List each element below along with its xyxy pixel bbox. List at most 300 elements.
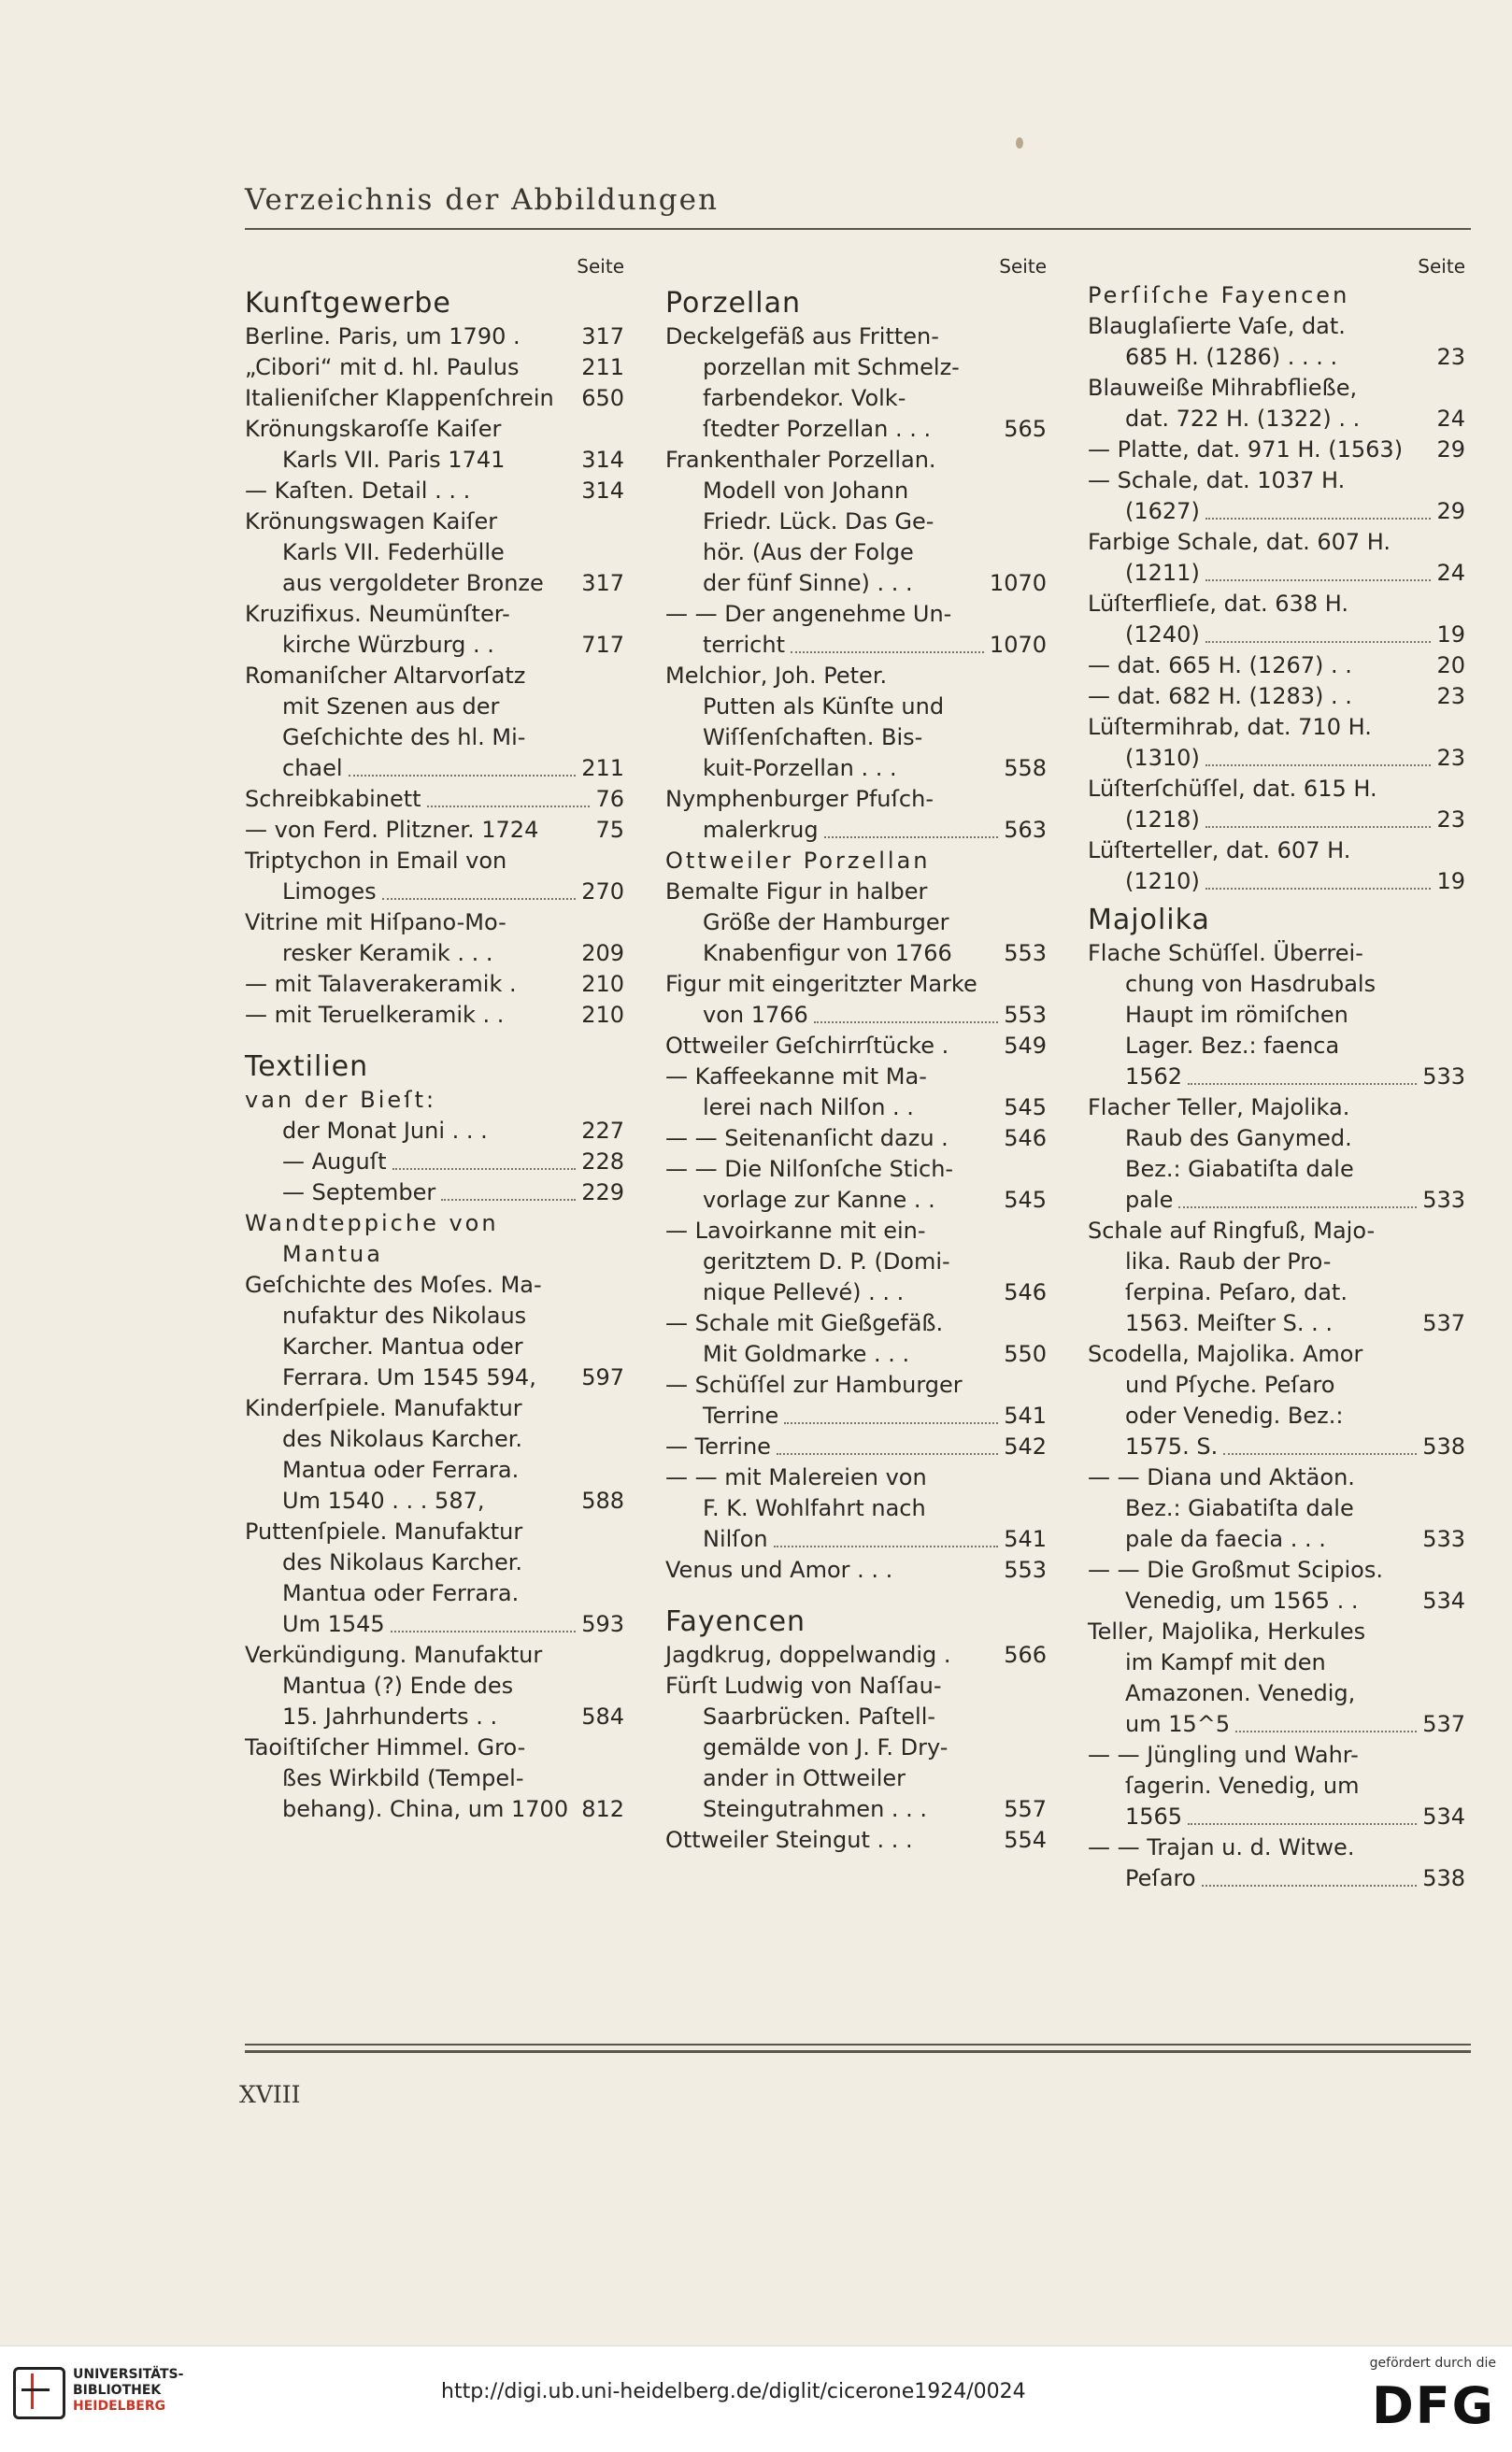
- entry-line: Vitrine mit Hiſpano-Mo-: [245, 909, 506, 935]
- entry-text: Triptychon in Email von: [245, 848, 507, 874]
- institution-name: [73, 2367, 183, 2415]
- page-ref: 270: [581, 878, 624, 905]
- entry-text: kirche Würzburg . .: [282, 632, 494, 658]
- index-entry: [665, 414, 1047, 445]
- page-ref: 211: [581, 354, 624, 380]
- page-ref: 211: [581, 755, 624, 781]
- page-ref: 533: [1422, 1526, 1465, 1552]
- index-entry: [245, 1147, 624, 1177]
- page-ref: 29: [1436, 498, 1465, 524]
- page-ref: 553: [1004, 940, 1047, 966]
- entry-line: farbendekor. Volk-: [703, 385, 906, 411]
- page-ref: 1070: [989, 632, 1047, 658]
- dot-leader: [441, 1199, 576, 1201]
- dfg-logo: DFG: [1371, 2376, 1495, 2435]
- entry-line: Friedr. Lück. Das Ge-: [703, 508, 934, 535]
- index-entry: [245, 846, 624, 877]
- page-ref: 210: [581, 1002, 624, 1028]
- entry-line: Scodella, Majolika. Amor: [1088, 1341, 1363, 1367]
- dot-leader: [814, 1021, 998, 1023]
- entry-line: Putten als Künſte und: [703, 693, 945, 720]
- entry-line: — — mit Malereien von: [665, 1464, 927, 1490]
- index-entry: [1088, 496, 1465, 527]
- entry-line: — Kaffeekanne mit Ma-: [665, 1063, 927, 1090]
- page-ref: 553: [1004, 1002, 1047, 1028]
- entry-line: und Pſyche. Peſaro: [1125, 1372, 1335, 1398]
- index-entry: [1088, 620, 1465, 650]
- footer-rule: [245, 2044, 1471, 2046]
- index-column-2: [665, 252, 1047, 1856]
- entry-text: Steingutrahmen . . .: [703, 1796, 928, 1822]
- section-heading: Fayencen: [665, 1605, 806, 1638]
- entry-line: Karls VII. Federhülle: [282, 539, 505, 565]
- page-ref: 1070: [989, 570, 1047, 596]
- page-ref: 553: [1004, 1557, 1047, 1583]
- entry-line: — Schale mit Gießgefäß.: [665, 1310, 944, 1336]
- index-entry: [665, 938, 1047, 969]
- index-column-1: [245, 252, 624, 1825]
- section-gap: [665, 1586, 1047, 1599]
- entry-text: Ottweiler Steingut . . .: [665, 1827, 913, 1853]
- entry-line: nufaktur des Nikolaus: [282, 1303, 527, 1329]
- entry-text: resker Keramik . . .: [282, 940, 493, 966]
- index-entry: [665, 1555, 1047, 1586]
- index-entry: [245, 1000, 624, 1031]
- entry-text: — — Seitenanſicht dazu .: [665, 1125, 949, 1151]
- page-ref: 558: [1004, 755, 1047, 781]
- section-heading: Kunſtgewerbe: [245, 287, 451, 320]
- entry-line: — — Der angenehme Un-: [665, 601, 952, 627]
- entry-line: Schale auf Ringfuß, Majo-: [1088, 1218, 1376, 1244]
- index-entry: [1088, 404, 1465, 435]
- index-column-3: [1088, 252, 1465, 1894]
- entry-line: ßes Wirkbild (Tempel-: [282, 1765, 524, 1791]
- subsection-heading: Mantua: [282, 1241, 383, 1267]
- entry-line: ſagerin. Venedig, um: [1125, 1773, 1360, 1799]
- index-entry: [1088, 1586, 1465, 1617]
- index-entry: [665, 1277, 1047, 1308]
- page-ref: 546: [1004, 1125, 1047, 1151]
- entry-text: Venus und Amor . . .: [665, 1557, 893, 1583]
- index-entry: [1088, 805, 1465, 835]
- page-ref: 650: [581, 385, 624, 411]
- header-rule: [245, 228, 1471, 230]
- index-entry: [1088, 1863, 1465, 1894]
- entry-line: Lüſterteller, dat. 607 H.: [1088, 837, 1351, 863]
- entry-text: lerei nach Nilſon . .: [703, 1094, 914, 1120]
- entry-line: Lager. Bez.: faenca: [1125, 1033, 1340, 1059]
- page-ref: 565: [1004, 416, 1047, 442]
- entry-line: Modell von Johann: [703, 478, 909, 504]
- entry-line: — — Die Nilſonſche Stich-: [665, 1156, 954, 1182]
- page-ref: 314: [581, 447, 624, 473]
- page-ref: 546: [1004, 1279, 1047, 1305]
- index-entry: [1088, 1185, 1465, 1216]
- index-entry: [245, 1116, 624, 1147]
- index-entry: [665, 1185, 1047, 1216]
- entry-text: vorlage zur Kanne . .: [703, 1187, 935, 1213]
- entry-line: Geſchichte des hl. Mi-: [282, 724, 526, 750]
- entry-line: Blauweiße Mihrabfließe,: [1088, 375, 1358, 401]
- seite-header: Seite: [999, 255, 1047, 278]
- entry-text: 1565: [1125, 1803, 1183, 1830]
- entry-text: Italieniſcher Klappenſchrein: [245, 385, 554, 411]
- entry-line: hör. (Aus der Folge: [703, 539, 914, 565]
- entry-line: Lüſterſchüſſel, dat. 615 H.: [1088, 776, 1377, 802]
- entry-text: Nilſon: [703, 1526, 768, 1552]
- index-entry: [665, 568, 1047, 599]
- section-heading: Textilien: [245, 1050, 369, 1083]
- permalink-link[interactable]: http://digi.ub.uni-heidelberg.de/diglit/cicerone1924/0024: [441, 2380, 1026, 2403]
- university-library-logo-icon: [13, 2367, 65, 2419]
- entry-line: Karcher. Mantua oder: [282, 1333, 523, 1360]
- entry-text: „Cibori“ mit d. hl. Paulus: [245, 354, 520, 380]
- entry-line: Melchior, Joh. Peter.: [665, 663, 888, 689]
- index-entry: [665, 753, 1047, 784]
- index-entry: [245, 445, 624, 476]
- entry-text: — mit Talaverakeramik .: [245, 971, 517, 997]
- page-ref: 533: [1422, 1063, 1465, 1090]
- index-entry: [1088, 1524, 1465, 1555]
- entry-line: geritztem D. P. (Domi-: [703, 1248, 950, 1275]
- index-entry: [1088, 743, 1465, 774]
- entry-line: Flache Schüſſel. Überrei-: [1088, 940, 1363, 966]
- index-entry: [245, 1794, 624, 1825]
- index-entry: [665, 1092, 1047, 1123]
- entry-line: — Lavoirkanne mit ein-: [665, 1218, 926, 1244]
- index-entry: [245, 1362, 624, 1393]
- page-ref: 229: [581, 1179, 624, 1205]
- footer-rule-thick: [245, 2050, 1471, 2053]
- entry-text: (1210): [1125, 868, 1200, 894]
- section-heading: Porzellan: [665, 287, 801, 320]
- entry-line: chung von Hasdrubals: [1125, 971, 1376, 997]
- entry-line: Krönungswagen Kaiſer: [245, 508, 498, 535]
- entry-line: ander in Ottweiler: [703, 1765, 906, 1791]
- section-heading: Majolika: [1088, 904, 1210, 936]
- index-entry: [245, 1177, 624, 1208]
- page-ref: 566: [1004, 1642, 1047, 1668]
- page-number: XVIII: [239, 2081, 301, 2108]
- entry-text: Schreibkabinett: [245, 786, 421, 812]
- entry-line: — — Die Großmut Scipios.: [1088, 1557, 1383, 1583]
- entry-text: Limoges: [282, 878, 377, 905]
- dot-leader: [1188, 1823, 1417, 1825]
- entry-text: malerkrug: [703, 817, 819, 843]
- dot-leader: [1202, 1885, 1418, 1887]
- dot-leader: [392, 1168, 577, 1170]
- entry-line: Blauglaſierte Vaſe, dat.: [1088, 313, 1346, 339]
- index-entry: [665, 1000, 1047, 1031]
- entry-text: (1310): [1125, 745, 1200, 771]
- page-ref: 588: [581, 1488, 624, 1514]
- page-ref: 554: [1004, 1827, 1047, 1853]
- index-entry: [665, 1339, 1047, 1370]
- entry-line: — Schüſſel zur Hamburger: [665, 1372, 963, 1398]
- index-entry: [1088, 1308, 1465, 1339]
- entry-text: Jagdkrug, doppelwandig .: [665, 1642, 951, 1668]
- entry-text: — Kaſten. Detail . . .: [245, 478, 471, 504]
- entry-text: 1575. S.: [1125, 1433, 1219, 1460]
- dot-leader: [391, 1631, 577, 1632]
- dot-leader: [777, 1453, 998, 1455]
- entry-line: Amazonen. Venedig,: [1125, 1680, 1356, 1706]
- entry-line: Wiſſenſchaften. Bis-: [703, 724, 923, 750]
- entry-line: — — Diana und Aktäon.: [1088, 1464, 1355, 1490]
- entry-line: Geſchichte des Moſes. Ma-: [245, 1272, 542, 1298]
- dot-leader: [1178, 1206, 1417, 1208]
- page-ref: 317: [581, 323, 624, 349]
- index-entry: [665, 1524, 1047, 1555]
- entry-line: Taoiſtiſcher Himmel. Gro-: [245, 1734, 526, 1761]
- entry-text: der Monat Juni . . .: [282, 1118, 488, 1144]
- entry-text: dat. 722 H. (1322) . .: [1125, 406, 1361, 432]
- entry-text: Knabenfigur von 1766: [703, 940, 952, 966]
- entry-line: Flacher Teller, Majolika.: [1088, 1094, 1350, 1120]
- seite-header: Seite: [1418, 255, 1465, 278]
- entry-line: — — Jüngling und Wahr-: [1088, 1742, 1359, 1768]
- dot-leader: [1205, 764, 1432, 766]
- page-ref: 557: [1004, 1796, 1047, 1822]
- page-ref: 29: [1436, 436, 1465, 463]
- seite-header: Seite: [577, 255, 624, 278]
- page-ref: 23: [1436, 806, 1465, 833]
- entry-text: — von Ferd. Plitzner. 1724: [245, 817, 539, 843]
- page-ref: 19: [1436, 868, 1465, 894]
- entry-line: Mantua (?) Ende des: [282, 1673, 514, 1699]
- subsection-heading: van der Bieſt:: [245, 1087, 437, 1113]
- entry-text: 15. Jahrhunderts . .: [282, 1704, 498, 1730]
- index-entry: [1088, 435, 1465, 465]
- index-entry: [245, 753, 624, 784]
- index-entry: [245, 476, 624, 506]
- page-ref: 545: [1004, 1187, 1047, 1213]
- entry-line: Bez.: Giabatiſta dale: [1125, 1495, 1354, 1521]
- entry-line: gemälde von J. F. Dry-: [703, 1734, 949, 1761]
- entry-line: des Nikolaus Karcher.: [282, 1426, 523, 1452]
- entry-line: Puttenſpiele. Manufaktur: [245, 1518, 523, 1545]
- index-entry: [665, 1640, 1047, 1671]
- entry-line: Saarbrücken. Paſtell-: [703, 1704, 936, 1730]
- institution-line: HEIDELBERG: [73, 2399, 166, 2414]
- dot-leader: [1205, 518, 1432, 520]
- dot-leader: [824, 836, 999, 838]
- dot-leader: [1188, 1083, 1417, 1085]
- entry-text: (1627): [1125, 498, 1200, 524]
- institution-line: BIBLIOTHEK: [73, 2383, 162, 2398]
- index-entry: [1088, 558, 1465, 589]
- section-gap: [245, 1031, 624, 1044]
- entry-text: 1562: [1125, 1063, 1183, 1090]
- page-ref: 24: [1436, 406, 1465, 432]
- dot-leader: [1223, 1453, 1417, 1455]
- subsection-heading: Ottweiler Porzellan: [665, 848, 931, 874]
- index-entry: [1088, 342, 1465, 373]
- dot-leader: [1205, 579, 1432, 581]
- index-entry: [245, 352, 624, 383]
- index-entry: [245, 568, 624, 599]
- paper-spot: [1016, 137, 1023, 149]
- page-ref: 538: [1422, 1433, 1465, 1460]
- entry-text: — dat. 665 H. (1267) . .: [1088, 652, 1352, 678]
- entry-text: (1218): [1125, 806, 1200, 833]
- index-entry: [245, 938, 624, 969]
- entry-line: Mantua oder Ferrara.: [282, 1457, 520, 1483]
- page-ref: 228: [581, 1148, 624, 1175]
- page-ref: 227: [581, 1118, 624, 1144]
- index-entry: [245, 383, 624, 414]
- dot-leader: [784, 1422, 998, 1424]
- digitization-footer: [0, 2345, 1512, 2452]
- entry-text: Um 1545: [282, 1611, 385, 1637]
- entry-text: Venedig, um 1565 . .: [1125, 1588, 1359, 1614]
- page-ref: 717: [581, 632, 624, 658]
- index-entry: [245, 784, 624, 815]
- subsection-heading: Wandteppiche von: [245, 1210, 499, 1236]
- page-ref: 317: [581, 570, 624, 596]
- index-entry: [1088, 650, 1465, 681]
- entry-line: — — Trajan u. d. Witwe.: [1088, 1834, 1355, 1860]
- entry-text: Ferrara. Um 1545 594,: [282, 1364, 536, 1390]
- entry-text: 1563. Meiſter S. . .: [1125, 1310, 1333, 1336]
- page-ref: 75: [595, 817, 624, 843]
- entry-text: — September: [282, 1179, 436, 1205]
- entry-line: mit Szenen aus der: [282, 693, 500, 720]
- index-entry: [1088, 1802, 1465, 1832]
- index-entry: [665, 1825, 1047, 1856]
- page-ref: 550: [1004, 1341, 1047, 1367]
- page-ref: 541: [1004, 1403, 1047, 1429]
- entry-line: Farbige Schale, dat. 607 H.: [1088, 529, 1391, 555]
- entry-line: Verkündigung. Manufaktur: [245, 1642, 543, 1668]
- page-ref: 20: [1436, 652, 1465, 678]
- index-entry: [1088, 1709, 1465, 1740]
- page-ref: 542: [1004, 1433, 1047, 1460]
- page-ref: 545: [1004, 1094, 1047, 1120]
- dot-leader: [1205, 888, 1432, 890]
- page-ref: 593: [581, 1611, 624, 1637]
- entry-text: um 15^5: [1125, 1711, 1231, 1737]
- entry-line: ſerpina. Peſaro, dat.: [1125, 1279, 1348, 1305]
- entry-text: Peſaro: [1125, 1865, 1196, 1891]
- index-entry: [245, 1609, 624, 1640]
- entry-text: pale da faecia . . .: [1125, 1526, 1326, 1552]
- entry-line: Frankenthaler Porzellan.: [665, 447, 936, 473]
- page-ref: 76: [595, 786, 624, 812]
- page-ref: 537: [1422, 1711, 1465, 1737]
- entry-line: Mantua oder Ferrara.: [282, 1580, 520, 1606]
- dot-leader: [1235, 1731, 1417, 1732]
- entry-line: F. K. Wohlfahrt nach: [703, 1495, 926, 1521]
- entry-text: — Terrine: [665, 1433, 771, 1460]
- index-entry: [1088, 866, 1465, 897]
- entry-text: chael: [282, 755, 343, 781]
- entry-text: pale: [1125, 1187, 1174, 1213]
- entry-text: (1240): [1125, 621, 1200, 648]
- index-entry: [665, 1432, 1047, 1462]
- entry-text: aus vergoldeter Bronze: [282, 570, 544, 596]
- dot-leader: [1205, 826, 1432, 828]
- page-ref: 314: [581, 478, 624, 504]
- index-entry: [245, 321, 624, 352]
- index-entry: [245, 815, 624, 846]
- entry-line: Teller, Majolika, Herkules: [1088, 1618, 1366, 1645]
- entry-line: Haupt im römiſchen: [1125, 1002, 1348, 1028]
- page-ref: 534: [1422, 1803, 1465, 1830]
- entry-line: Krönungskaroſſe Kaiſer: [245, 416, 502, 442]
- entry-line: Deckelgefäß aus Fritten-: [665, 323, 939, 349]
- dot-leader: [382, 898, 577, 900]
- entry-line: Figur mit eingeritzter Marke: [665, 971, 977, 997]
- entry-line: porzellan mit Schmelz-: [703, 354, 960, 380]
- entry-line: des Nikolaus Karcher.: [282, 1549, 523, 1575]
- entry-line: im Kampf mit den: [1125, 1649, 1326, 1675]
- entry-text: ſtedter Porzellan . . .: [703, 416, 932, 442]
- entry-text: Terrine: [703, 1403, 779, 1429]
- funded-by-label: gefördert durch die: [1369, 2356, 1496, 2371]
- dot-leader: [791, 651, 984, 653]
- index-entry: [665, 1401, 1047, 1432]
- page-ref: 209: [581, 940, 624, 966]
- entry-line: Bez.: Giabatiſta dale: [1125, 1156, 1354, 1182]
- page-ref: 584: [581, 1704, 624, 1730]
- page-ref: 23: [1436, 344, 1465, 370]
- entry-text: — mit Teruelkeramik . .: [245, 1002, 505, 1028]
- page-ref: 549: [1004, 1033, 1047, 1059]
- entry-line: — Schale, dat. 1037 H.: [1088, 467, 1346, 493]
- index-entry: [1088, 681, 1465, 712]
- page-ref: 210: [581, 971, 624, 997]
- entry-text: terricht: [703, 632, 785, 658]
- index-entry: [665, 815, 1047, 846]
- entry-text: der fünf Sinne) . . .: [703, 570, 913, 596]
- entry-text: Karls VII. Paris 1741: [282, 447, 506, 473]
- entry-line: Kruzifixus. Neumünſter-: [245, 601, 510, 627]
- dot-leader: [774, 1546, 999, 1547]
- index-entry: [1088, 1432, 1465, 1462]
- entry-line: Größe der Hamburger: [703, 909, 949, 935]
- entry-line: Fürſt Ludwig von Naſſau-: [665, 1673, 942, 1699]
- page-ref: 597: [581, 1364, 624, 1390]
- entry-text: — Platte, dat. 971 H. (1563): [1088, 436, 1404, 463]
- index-entry: [665, 1794, 1047, 1825]
- index-entry: [245, 877, 624, 907]
- entry-text: 685 H. (1286) . . . .: [1125, 344, 1338, 370]
- index-entry: [245, 1486, 624, 1517]
- page-ref: 563: [1004, 817, 1047, 843]
- page-ref: 23: [1436, 683, 1465, 709]
- entry-text: nique Pellevé) . . .: [703, 1279, 905, 1305]
- entry-line: lika. Raub der Pro-: [1125, 1248, 1332, 1275]
- page-ref: 533: [1422, 1187, 1465, 1213]
- entry-line: oder Venedig. Bez.:: [1125, 1403, 1344, 1429]
- entry-text: von 1766: [703, 1002, 808, 1028]
- entry-text: Um 1540 . . . 587,: [282, 1488, 485, 1514]
- page-ref: 541: [1004, 1526, 1047, 1552]
- entry-line: Lüſterflieſe, dat. 638 H.: [1088, 591, 1348, 617]
- index-entry: [665, 1031, 1047, 1062]
- index-entry: [665, 630, 1047, 661]
- page-ref: 24: [1436, 560, 1465, 586]
- index-entry: [245, 630, 624, 661]
- index-entry: [1088, 1062, 1465, 1092]
- entry-text: — dat. 682 H. (1283) . .: [1088, 683, 1352, 709]
- entry-line: Raub des Ganymed.: [1125, 1125, 1352, 1151]
- page-ref: 538: [1422, 1865, 1465, 1891]
- page-ref: 537: [1422, 1310, 1465, 1336]
- page-ref: 812: [581, 1796, 624, 1822]
- entry-text: kuit-Porzellan . . .: [703, 755, 897, 781]
